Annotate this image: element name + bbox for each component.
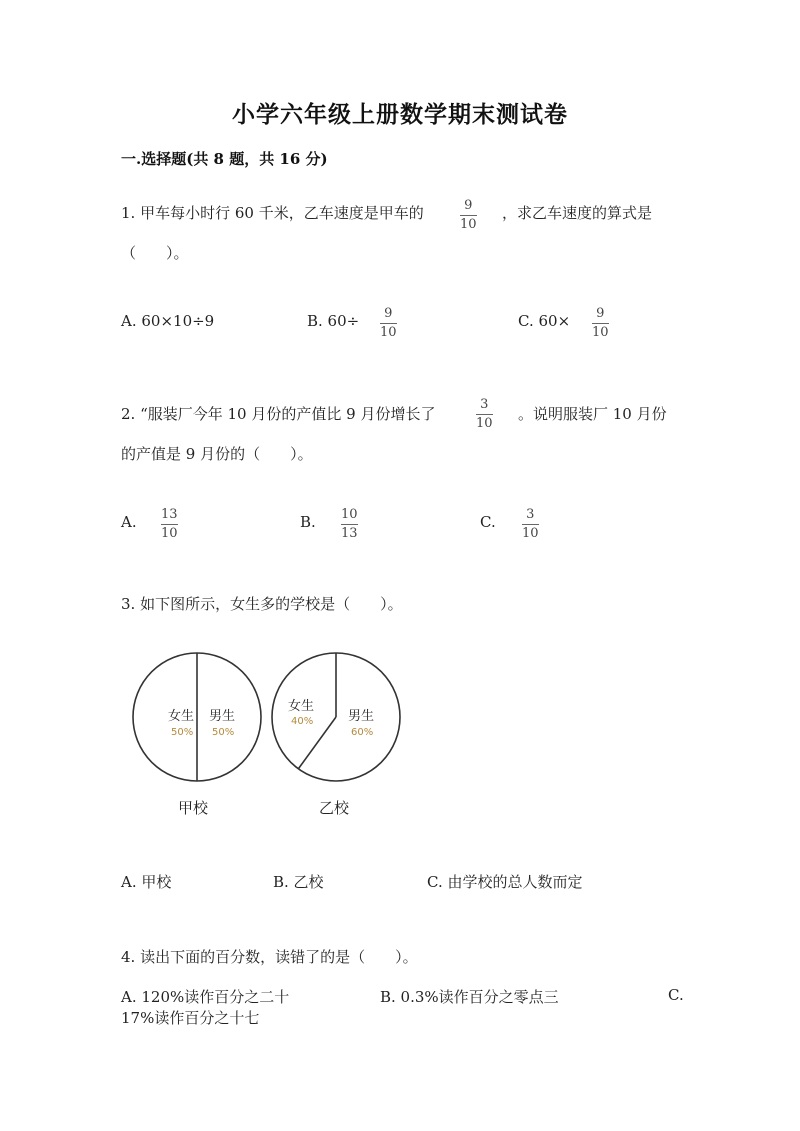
fraction-numerator: 13 [161, 507, 178, 522]
pie-label-girls-yi: 女生 [288, 699, 315, 714]
page-title: 小学六年级上册数学期末测试卷 [232, 101, 568, 128]
q2-fraction [476, 398, 493, 431]
fraction-denominator: 10 [592, 325, 609, 340]
q1-option-b-fraction [380, 307, 397, 340]
fraction-numerator: 9 [596, 306, 605, 321]
fraction-numerator: 3 [480, 397, 489, 412]
q4-option-b: B. 0.3%读作百分之零点三 [380, 988, 559, 1006]
fraction-bar [522, 524, 539, 525]
pie-label-boys-jia: 男生 [209, 709, 236, 724]
q4-option-c-continued: 17%读作百分之十七 [121, 1009, 260, 1027]
q3-option-b: B. 乙校 [273, 873, 324, 891]
fraction-numerator: 9 [384, 306, 393, 321]
q2-option-c-fraction [522, 508, 539, 541]
fraction-numerator: 9 [464, 198, 473, 213]
pie-pct-boys-jia: 50% [212, 727, 235, 738]
q1-option-b: B. 60÷ [307, 312, 360, 330]
q1-option-c-fraction [592, 307, 609, 340]
q2-text-after: 。说明服装厂 10 月份 [518, 405, 667, 423]
q1-option-a: A. 60×10÷9 [121, 312, 215, 330]
q1-text: 1. 甲车每小时行 60 千米，乙车速度是甲车的 [121, 204, 424, 222]
pie-pct-girls-yi: 40% [291, 716, 314, 727]
q2-option-b-fraction [341, 508, 358, 541]
q1-text-after: ，求乙车速度的算式是 [502, 204, 653, 222]
q2-line2: 的产值是 9 月份的（ ）。 [121, 445, 313, 463]
q1-fraction [460, 199, 477, 232]
pie-title-yi: 乙校 [319, 799, 350, 817]
q2-option-c: C. [480, 513, 496, 531]
q3-option-c: C. 由学校的总人数而定 [427, 873, 583, 891]
pie-title-jia: 甲校 [178, 799, 209, 817]
fraction-bar [592, 323, 609, 324]
pie-pct-boys-yi: 60% [351, 727, 374, 738]
q4-text: 4. 读出下面的百分数，读错了的是（ ）。 [121, 948, 418, 966]
fraction-numerator: 3 [526, 507, 535, 522]
fraction-bar [380, 323, 397, 324]
q4-option-a: A. 120%读作百分之二十 [121, 988, 290, 1006]
fraction-bar [476, 414, 493, 415]
fraction-denominator: 10 [522, 526, 539, 541]
pie-label-girls-jia: 女生 [168, 709, 195, 724]
fraction-bar [460, 215, 477, 216]
fraction-numerator: 10 [341, 507, 358, 522]
fraction-bar [341, 524, 358, 525]
pie-charts [128, 648, 418, 823]
fraction-denominator: 10 [161, 526, 178, 541]
q3-text: 3. 如下图所示，女生多的学校是（ ）。 [121, 595, 403, 613]
pie-pct-girls-jia: 50% [171, 727, 194, 738]
fraction-denominator: 10 [380, 325, 397, 340]
q2-option-a-fraction [161, 508, 178, 541]
q1-option-c: C. 60× [518, 312, 571, 330]
pie-chart-jia [133, 653, 261, 817]
q2-option-b: B. [300, 513, 316, 531]
q3-option-a: A. 甲校 [121, 873, 172, 891]
fraction-bar [161, 524, 178, 525]
fraction-denominator: 13 [341, 526, 358, 541]
fraction-denominator: 10 [476, 416, 493, 431]
q4-option-c: C. [668, 986, 684, 1004]
pie-label-boys-yi: 男生 [348, 709, 375, 724]
fraction-denominator: 10 [460, 217, 477, 232]
pie-chart-yi [272, 653, 400, 817]
section-heading: 一.选择题(共 8 题，共 16 分) [121, 150, 328, 168]
q2-text: 2. “服装厂今年 10 月份的产值比 9 月份增长了 [121, 405, 436, 423]
q1-line2: （ ）。 [121, 244, 189, 262]
q2-option-a: A. [121, 513, 137, 531]
